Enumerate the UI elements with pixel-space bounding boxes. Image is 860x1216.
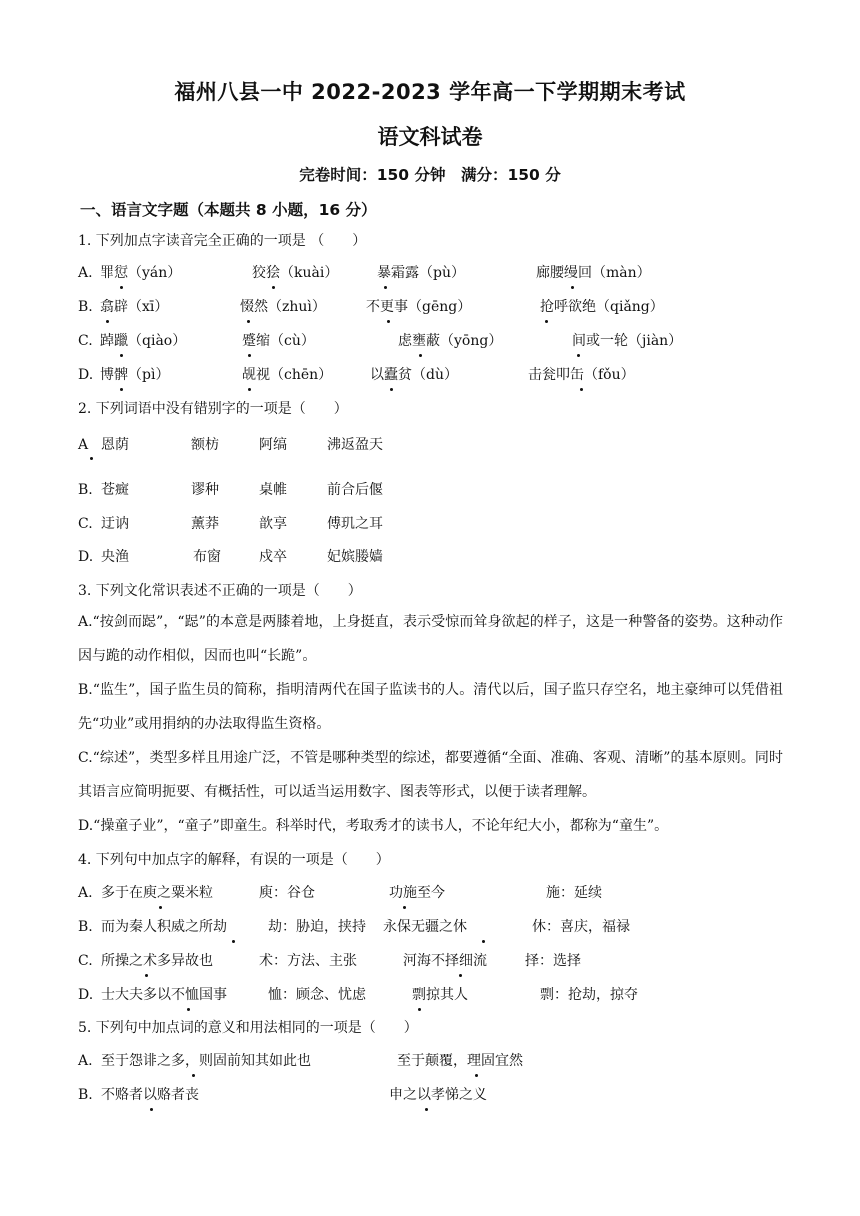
- q1-option-item: 惙然（zhuì）: [240, 299, 326, 315]
- q1-stem: 1. 下列加点字读音完全正确的一项是 （ ）: [78, 233, 367, 249]
- q4-option-item: 施：延续: [546, 885, 602, 901]
- q1-option-item: 翕辟（xī）: [100, 299, 169, 315]
- q1-option-item: 以蠹贫（dù）: [370, 367, 458, 383]
- q5-option-item: 至于怨诽之多，则固前知其如此也: [101, 1053, 311, 1069]
- exam-subtitle: 语文科试卷: [377, 125, 483, 149]
- q2-option-item: 苍癍: [101, 482, 129, 498]
- q4-option-item: 多于在庾之粟米粒: [101, 885, 213, 901]
- q5-option-label: B.: [78, 1087, 93, 1103]
- q1-option-label: A.: [78, 265, 93, 281]
- q4-option-item: 恤：顾念、忧虑: [268, 987, 366, 1003]
- q5-stem: 5. 下列句中加点词的意义和用法相同的一项是（ ）: [78, 1020, 418, 1036]
- q4-option-label: B.: [78, 919, 93, 935]
- emphasis-dot: [232, 940, 235, 943]
- q1-option-item: 博髀（pì）: [100, 367, 170, 383]
- q3-option-a: A.“按剑而跽”，“跽”的本意是两膝着地，上身挺直，表示受惊而耸身欲起的样子，这是一种警备的姿势。这种动作因与跪的动作相似，因而也叫“长跪”。: [78, 614, 783, 664]
- q1-option-label: C.: [78, 333, 93, 349]
- q5-option-item: 申之以孝悌之义: [389, 1087, 487, 1103]
- emphasis-dot: [475, 1074, 478, 1077]
- q1-option-item: 不更事（gēng）: [366, 299, 472, 315]
- q1-option-item: 罪愆（yán）: [100, 265, 182, 281]
- q4-option-item: 剽：抢劫，掠夺: [540, 987, 638, 1003]
- q2-option-item: 央渔: [101, 549, 129, 565]
- q4-option-item: 所操之术多异故也: [101, 953, 213, 969]
- emphasis-dot: [580, 388, 583, 391]
- emphasis-dot: [192, 1074, 195, 1077]
- emphasis-dot: [390, 388, 393, 391]
- q4-option-label: A.: [78, 885, 93, 901]
- q2-option-item: 薰莽: [191, 516, 219, 532]
- q2-stem: 2. 下列词语中没有错别字的一项是（ ）: [78, 401, 348, 417]
- q3-option-d: D.“操童子业”，“童子”即童生。科举时代，考取秀才的读书人，不论年纪大小，都称为“童生”。: [78, 818, 669, 834]
- q1-option-item: 廊腰缦回（màn）: [536, 265, 651, 281]
- emphasis-dot: [90, 457, 93, 460]
- emphasis-dot: [459, 974, 462, 977]
- q2-option-item: 迂讷: [101, 516, 129, 532]
- q2-option-label: C.: [78, 516, 93, 532]
- emphasis-dot: [120, 354, 123, 357]
- q4-option-item: 休：喜庆，福禄: [532, 919, 630, 935]
- emphasis-dot: [187, 1008, 190, 1011]
- q2-option-item: 谬种: [191, 482, 219, 498]
- q2-option-item: 前合后偃: [327, 482, 383, 498]
- q1-option-item: 暴霜露（pù）: [377, 265, 465, 281]
- emphasis-dot: [384, 286, 387, 289]
- q4-option-label: C.: [78, 953, 93, 969]
- q1-option-item: 蹙缩（cù）: [242, 333, 315, 349]
- q1-option-label: D.: [78, 367, 94, 383]
- q4-option-label: D.: [78, 987, 94, 1003]
- q2-option-item: 恩荫: [101, 437, 129, 453]
- q2-option-item: 阿缟: [259, 437, 287, 453]
- q1-option-item: 间或一轮（jiàn）: [572, 333, 683, 349]
- q2-option-item: 傅玑之耳: [327, 516, 383, 532]
- q4-option-item: 而为秦人积威之所劫: [101, 919, 227, 935]
- emphasis-dot: [120, 286, 123, 289]
- q4-option-item: 择：选择: [525, 953, 581, 969]
- emphasis-dot: [577, 354, 580, 357]
- q2-option-item: 妃嫔媵嫱: [327, 549, 383, 565]
- emphasis-dot: [120, 388, 123, 391]
- emphasis-dot: [545, 320, 548, 323]
- q4-option-item: 士大夫多以不恤国事: [101, 987, 227, 1003]
- q4-option-item: 河海不择细流: [403, 953, 487, 969]
- q1-option-item: 虑壅蔽（yōng）: [398, 333, 503, 349]
- exam-meta: 完卷时间：150 分钟 满分：150 分: [299, 166, 561, 184]
- q1-option-item: 击瓮叩缶（fǒu）: [528, 367, 635, 383]
- emphasis-dot: [145, 974, 148, 977]
- emphasis-dot: [106, 320, 109, 323]
- q3-option-c: C.“综述”，类型多样且用途广泛，不管是哪种类型的综述，都要遵循“全面、准确、客观、清晰”的基本原则。同时其语言应简明扼要、有概括性，可以适当运用数字、图表等形式，以便于读者理解。: [78, 750, 783, 800]
- q2-option-item: 布窗: [193, 549, 221, 565]
- q2-option-item: 歆享: [259, 516, 287, 532]
- q4-stem: 4. 下列句中加点字的解释，有误的一项是（ ）: [78, 852, 390, 868]
- q2-option-item: 桌帷: [259, 482, 287, 498]
- q4-option-item: 庾：谷仓: [259, 885, 315, 901]
- section-heading: 一、语言文字题（本题共 8 小题，16 分）: [80, 201, 377, 219]
- q5-option-item: 至于颠覆，理固宜然: [397, 1053, 523, 1069]
- emphasis-dot: [387, 320, 390, 323]
- q1-option-item: 狡狯（kuài）: [252, 265, 339, 281]
- q1-option-item: 抢呼欲绝（qiǎng）: [540, 299, 664, 315]
- q2-option-label: B.: [78, 482, 93, 498]
- q4-option-item: 永保无疆之休: [383, 919, 467, 935]
- emphasis-dot: [425, 1108, 428, 1111]
- q1-option-label: B.: [78, 299, 93, 315]
- q4-option-item: 劫：胁迫，挟持: [268, 919, 366, 935]
- emphasis-dot: [150, 1108, 153, 1111]
- emphasis-dot: [403, 906, 406, 909]
- q2-option-item: 沸返盈天: [327, 437, 383, 453]
- exam-title: 福州八县一中 2022-2023 学年高一下学期期末考试: [174, 80, 686, 104]
- q4-option-item: 剽掠其人: [412, 987, 468, 1003]
- q2-option-label: A: [78, 437, 89, 453]
- q5-option-item: 不赂者以赂者丧: [101, 1087, 199, 1103]
- q4-option-item: 术：方法、主张: [259, 953, 357, 969]
- q1-option-item: 踔躐（qiào）: [100, 333, 187, 349]
- q5-option-label: A.: [78, 1053, 93, 1069]
- emphasis-dot: [418, 1008, 421, 1011]
- emphasis-dot: [272, 286, 275, 289]
- emphasis-dot: [247, 320, 250, 323]
- q2-option-label: D.: [78, 549, 94, 565]
- emphasis-dot: [159, 906, 162, 909]
- emphasis-dot: [419, 354, 422, 357]
- emphasis-dot: [248, 388, 251, 391]
- q4-option-item: 功施至今: [389, 885, 445, 901]
- emphasis-dot: [482, 940, 485, 943]
- q1-option-item: 觇视（chēn）: [242, 367, 333, 383]
- q2-option-item: 戍卒: [259, 549, 287, 565]
- emphasis-dot: [571, 286, 574, 289]
- q3-stem: 3. 下列文化常识表述不正确的一项是（ ）: [78, 583, 362, 599]
- q2-option-item: 额枋: [191, 437, 219, 453]
- emphasis-dot: [248, 354, 251, 357]
- q3-option-b: B.“监生”，国子监生员的简称，指明清两代在国子监读书的人。清代以后，国子监只存空名，地主豪绅可以凭借祖先“功业”或用捐纳的办法取得监生资格。: [78, 682, 783, 732]
